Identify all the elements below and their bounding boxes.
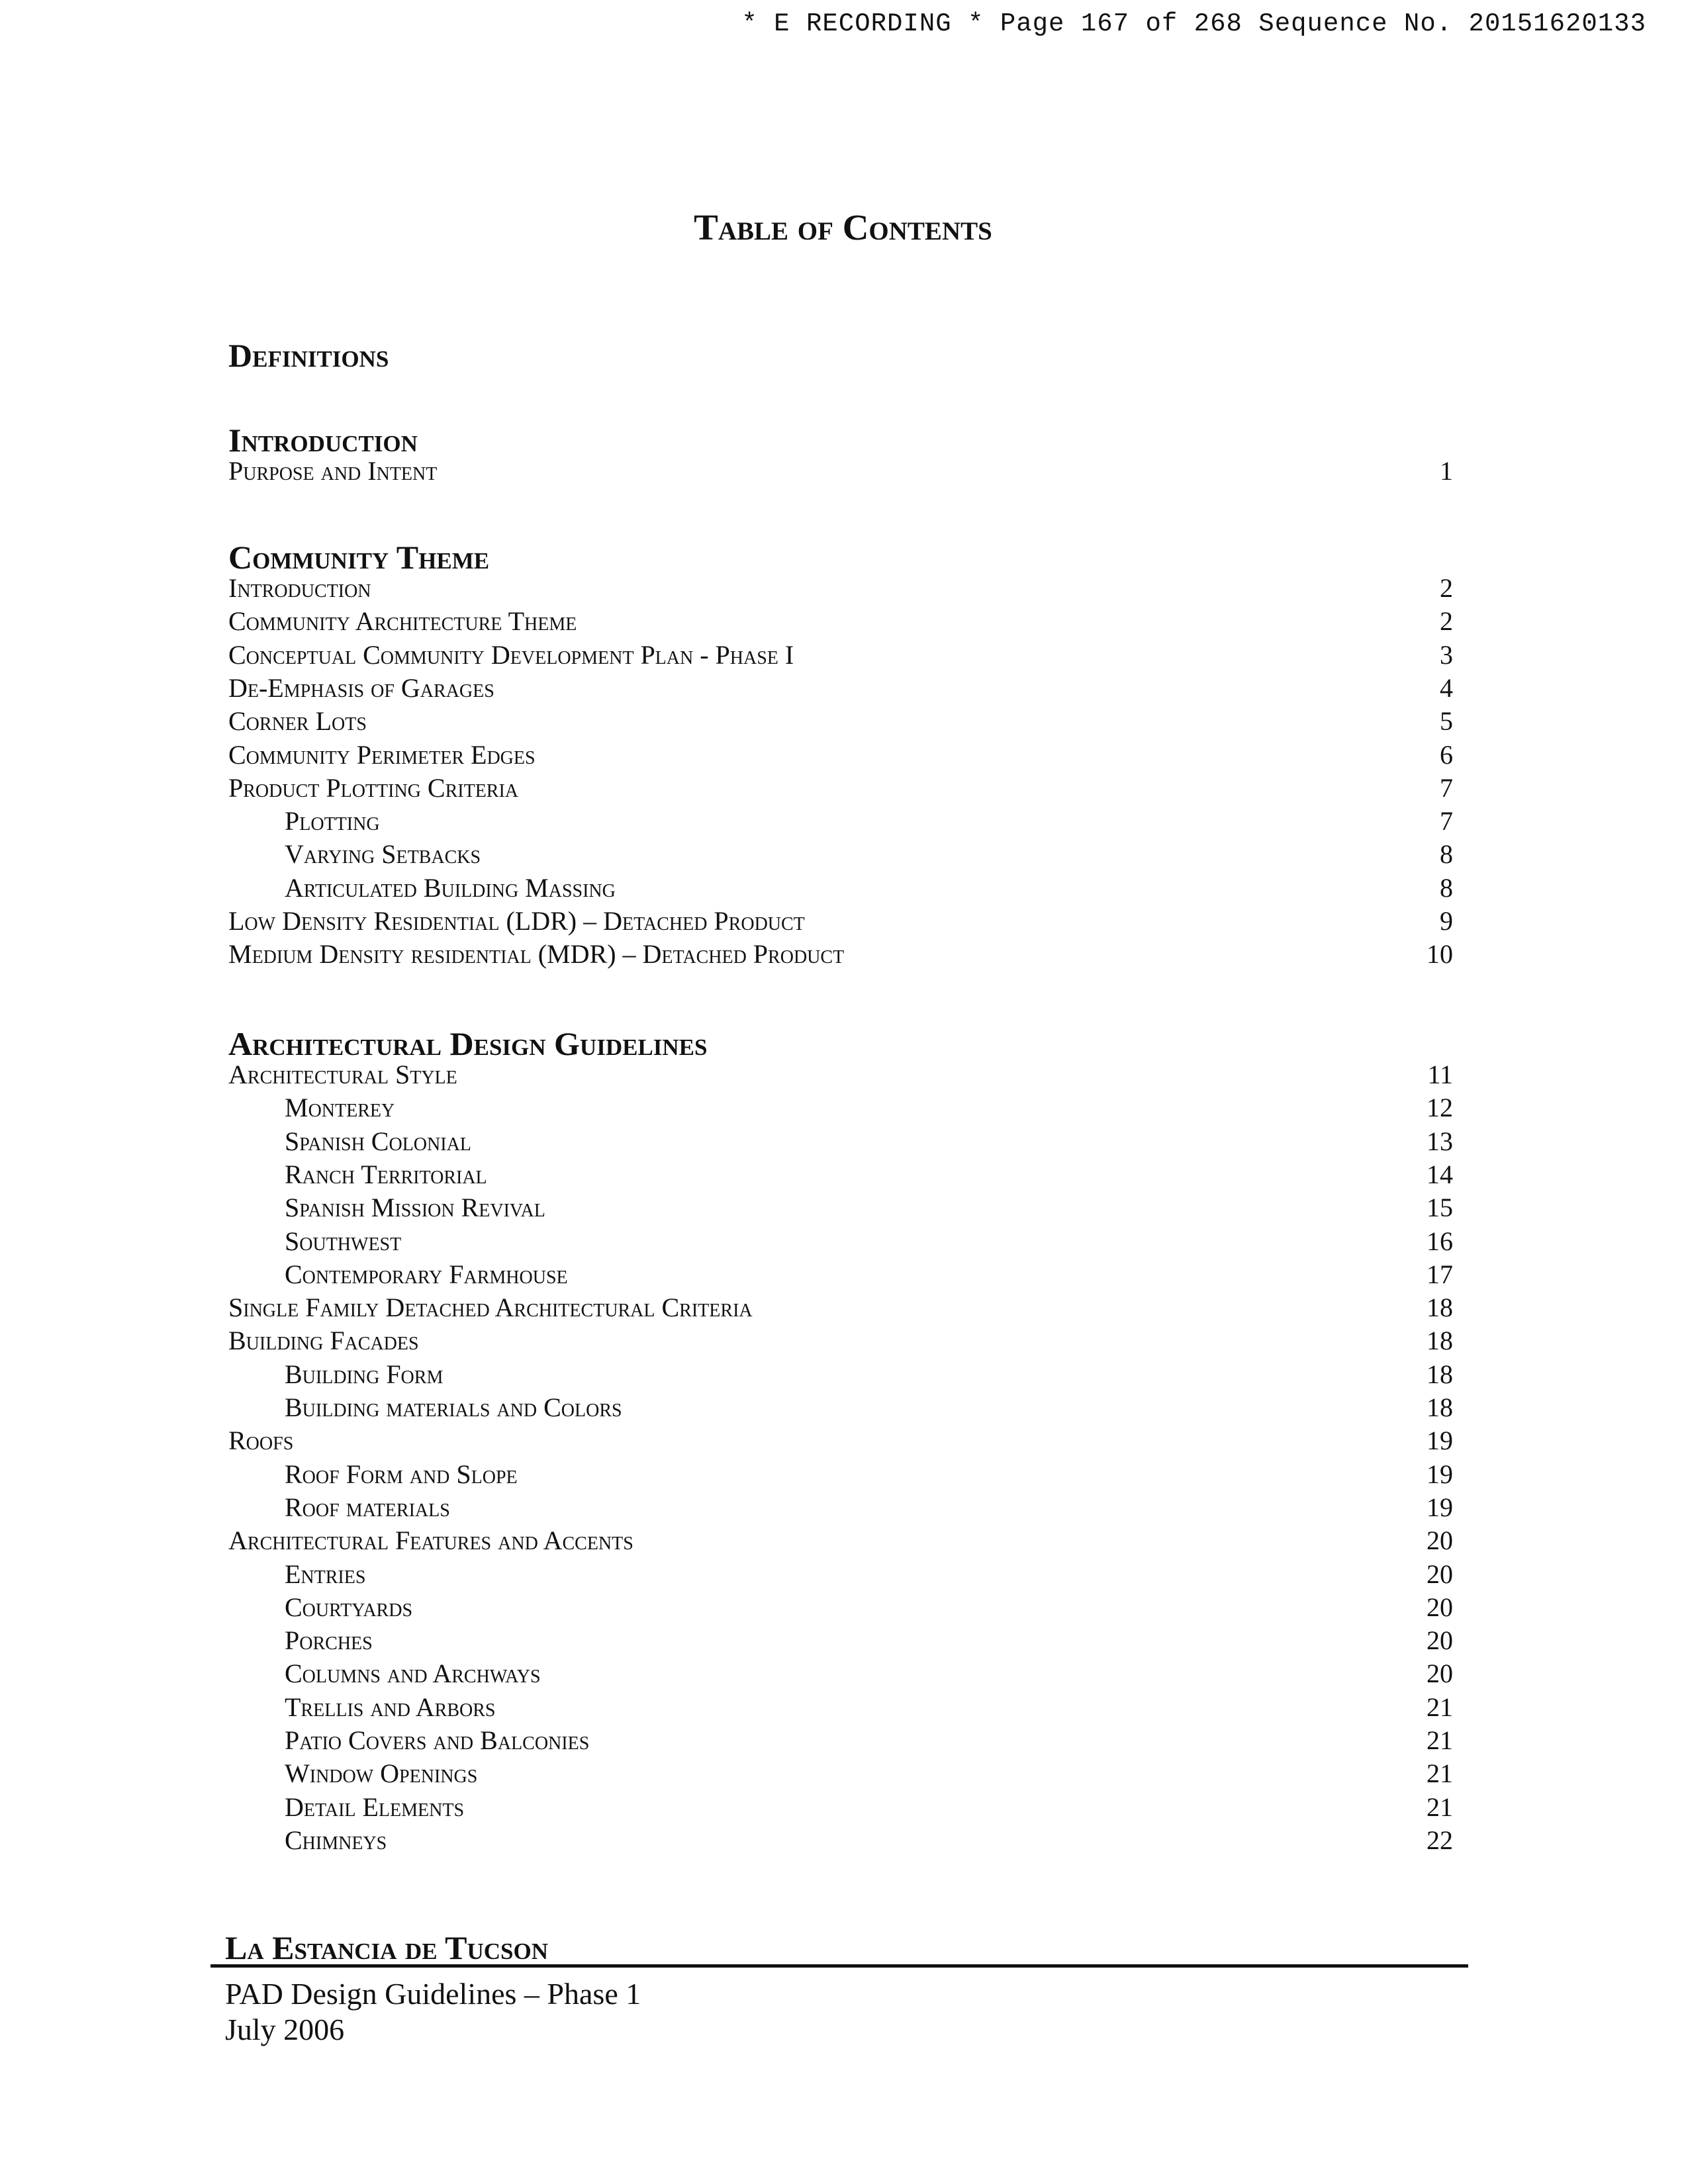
toc-entry [228, 938, 1453, 971]
toc-entry-label: Ranch Territorial [285, 1160, 487, 1189]
toc-entry-label: Porches [285, 1625, 373, 1655]
page-title: Table of Contents [694, 207, 992, 248]
toc-entry-page-number: 20 [1427, 1625, 1453, 1655]
toc-entry-label: Medium Density residential (MDR) – Detached Product [228, 939, 845, 969]
toc-entry [285, 805, 1453, 838]
toc-entry-label: Introduction [228, 573, 371, 603]
toc-entry [228, 905, 1453, 938]
toc-entry [285, 1757, 1453, 1790]
toc-entry [228, 605, 1453, 638]
toc-entry [228, 572, 1453, 605]
toc-entry-label: Southwest [285, 1226, 402, 1256]
footer-organization: La Estancia de Tucson [225, 1929, 548, 1966]
toc-entry [228, 455, 1453, 488]
toc-entry-label: Spanish Mission Revival [285, 1193, 545, 1222]
toc-entry [285, 1691, 1453, 1724]
toc-entry-label: Patio Covers and Balconies [285, 1725, 590, 1755]
toc-entry-label: Trellis and Arbors [285, 1692, 496, 1722]
toc-entry-label: Architectural Style [228, 1060, 457, 1089]
toc-section-heading: Community Theme [228, 539, 490, 576]
toc-entry [228, 1058, 1453, 1091]
toc-entry-page-number: 21 [1427, 1758, 1453, 1788]
toc-entry-page-number: 12 [1427, 1093, 1453, 1122]
footer-subtitle: PAD Design Guidelines – Phase 1 [225, 1977, 641, 2011]
toc-entry [285, 1657, 1453, 1690]
toc-entry [228, 1291, 1453, 1324]
toc-entry-page-number: 10 [1427, 939, 1453, 969]
toc-section-heading: Definitions [228, 337, 389, 374]
toc-entry-label: Plotting [285, 806, 380, 836]
toc-entry-label: Roof materials [285, 1492, 450, 1522]
toc-entry-page-number: 8 [1440, 873, 1453, 903]
toc-entry [285, 1225, 1453, 1258]
toc-entry-page-number: 22 [1427, 1825, 1453, 1855]
toc-entry-page-number: 2 [1440, 606, 1453, 636]
toc-entry-label: Corner Lots [228, 706, 367, 736]
toc-entry-label: Roof Form and Slope [285, 1459, 518, 1489]
toc-entry-label: Building Facades [228, 1326, 419, 1355]
toc-entry [285, 1191, 1453, 1224]
toc-entry-label: Varying Setbacks [285, 839, 481, 869]
toc-entry-page-number: 21 [1427, 1792, 1453, 1822]
toc-entry-label: Product Plotting Criteria [228, 773, 519, 803]
toc-entry-label: Community Architecture Theme [228, 606, 577, 636]
footer-divider [211, 1964, 1468, 1968]
toc-entry [285, 872, 1453, 905]
toc-entry-page-number: 18 [1427, 1326, 1453, 1355]
toc-entry [285, 1458, 1453, 1491]
toc-entry-page-number: 18 [1427, 1293, 1453, 1322]
toc-entry [285, 1391, 1453, 1424]
toc-entry-page-number: 18 [1427, 1392, 1453, 1422]
toc-entry-page-number: 21 [1427, 1692, 1453, 1722]
recording-header: * E RECORDING * Page 167 of 268 Sequence No. 20151620133 [741, 9, 1646, 38]
toc-entry-label: Purpose and Intent [228, 456, 438, 486]
toc-entry-label: Detail Elements [285, 1792, 465, 1822]
toc-entry-page-number: 8 [1440, 839, 1453, 869]
toc-entry-label: Conceptual Community Development Plan - Phase I [228, 640, 794, 670]
toc-entry-page-number: 2 [1440, 573, 1453, 603]
toc-entry-label: Entries [285, 1559, 366, 1589]
toc-entry-page-number: 7 [1440, 773, 1453, 803]
toc-entry-label: Low Density Residential (LDR) – Detached Product [228, 906, 805, 936]
toc-entry [285, 1591, 1453, 1624]
toc-entry-label: Architectural Features and Accents [228, 1525, 633, 1555]
toc-entry-page-number: 15 [1427, 1193, 1453, 1222]
toc-entry [285, 1791, 1453, 1824]
toc-entry [285, 838, 1453, 871]
toc-entry-page-number: 3 [1440, 640, 1453, 670]
toc-entry-page-number: 1 [1440, 456, 1453, 486]
toc-section-heading: Architectural Design Guidelines [228, 1025, 708, 1062]
toc-entry [228, 1324, 1453, 1357]
toc-entry-page-number: 20 [1427, 1525, 1453, 1555]
toc-entry-page-number: 19 [1427, 1492, 1453, 1522]
toc-entry-page-number: 13 [1427, 1126, 1453, 1156]
toc-entry [228, 705, 1453, 738]
toc-entry [228, 739, 1453, 772]
toc-entry [228, 1424, 1453, 1457]
toc-entry-page-number: 4 [1440, 673, 1453, 703]
toc-entry-label: Contemporary Farmhouse [285, 1259, 568, 1289]
toc-entry-page-number: 5 [1440, 706, 1453, 736]
toc-entry-label: Courtyards [285, 1592, 413, 1622]
toc-entry-page-number: 17 [1427, 1259, 1453, 1289]
toc-entry-page-number: 19 [1427, 1459, 1453, 1489]
toc-entry-label: Single Family Detached Architectural Criteria [228, 1293, 753, 1322]
toc-entry [285, 1624, 1453, 1657]
toc-entry-label: Articulated Building Massing [285, 873, 616, 903]
toc-entry-label: Spanish Colonial [285, 1126, 471, 1156]
toc-entry-page-number: 20 [1427, 1559, 1453, 1589]
toc-entry-label: Roofs [228, 1426, 294, 1455]
toc-entry [285, 1125, 1453, 1158]
footer-date: July 2006 [225, 2013, 345, 2046]
toc-entry-page-number: 11 [1427, 1060, 1453, 1089]
toc-entry-label: Window Openings [285, 1758, 478, 1788]
toc-entry-page-number: 16 [1427, 1226, 1453, 1256]
toc-entry [285, 1491, 1453, 1524]
toc-entry [228, 772, 1453, 805]
toc-entry [228, 1524, 1453, 1557]
toc-entry-page-number: 20 [1427, 1659, 1453, 1688]
toc-entry [285, 1824, 1453, 1857]
toc-entry-label: Building materials and Colors [285, 1392, 622, 1422]
toc-entry-label: Columns and Archways [285, 1659, 541, 1688]
toc-entry-page-number: 21 [1427, 1725, 1453, 1755]
toc-entry-page-number: 14 [1427, 1160, 1453, 1189]
toc-entry [228, 639, 1453, 672]
toc-entry-label: Building Form [285, 1359, 444, 1389]
toc-entry [285, 1158, 1453, 1191]
toc-entry-page-number: 9 [1440, 906, 1453, 936]
toc-entry [285, 1358, 1453, 1391]
toc-section-heading: Introduction [228, 422, 418, 459]
toc-entry [285, 1724, 1453, 1757]
toc-entry-label: De-Emphasis of Garages [228, 673, 494, 703]
toc-entry [228, 672, 1453, 705]
toc-entry-page-number: 6 [1440, 740, 1453, 770]
toc-entry-label: Community Perimeter Edges [228, 740, 536, 770]
toc-entry-label: Chimneys [285, 1825, 387, 1855]
toc-entry [285, 1258, 1453, 1291]
toc-entry-page-number: 20 [1427, 1592, 1453, 1622]
toc-entry-page-number: 19 [1427, 1426, 1453, 1455]
toc-entry [285, 1558, 1453, 1591]
toc-entry-page-number: 7 [1440, 806, 1453, 836]
toc-entry [285, 1091, 1453, 1124]
toc-entry-page-number: 18 [1427, 1359, 1453, 1389]
toc-entry-label: Monterey [285, 1093, 395, 1122]
